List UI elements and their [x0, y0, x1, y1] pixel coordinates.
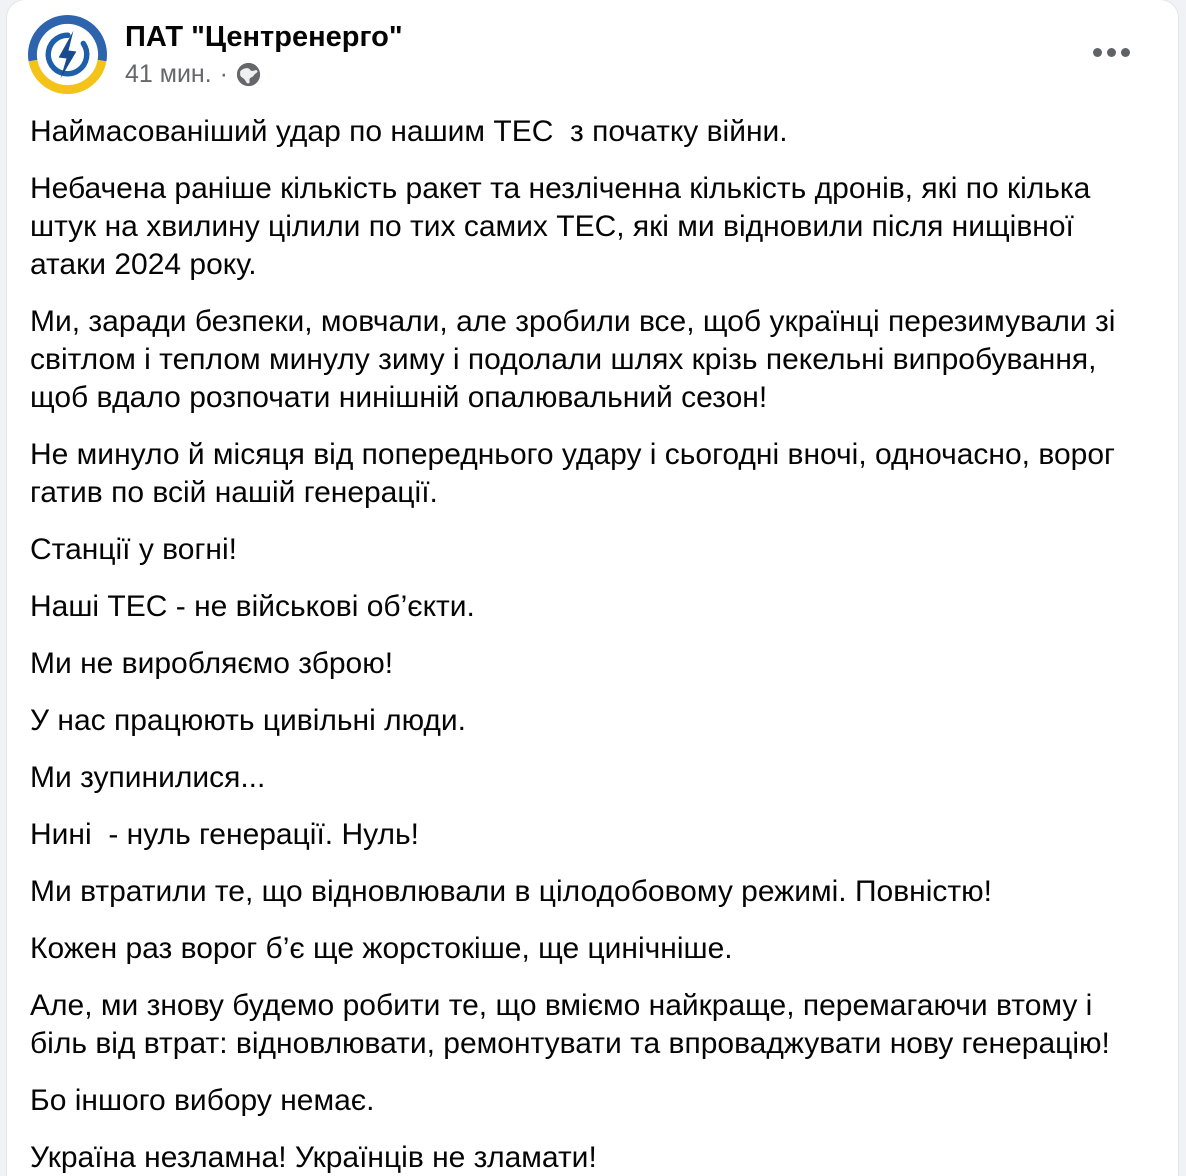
globe-icon: [236, 62, 261, 87]
post-paragraph: Ми втратили те, що відновлювали в цілодобовому режимі. Повністю!: [30, 875, 992, 908]
post-paragraph: Але, ми знову будемо робити те, що вміємо найкраще, перемагаючи втому і біль від втрат: відновлювати, ремонтувати та впроваджувати нову генерацію!: [30, 989, 1110, 1060]
post-paragraph: Кожен раз ворог б’є ще жорстокіше, ще цинічніше.: [30, 932, 733, 965]
post-paragraph: Небачена раніше кількість ракет та незліченна кількість дронів, які по кілька штук на хвилину цілили по тих самих ТЕС, які ми відновили після нищівної атаки 2024 року.: [30, 172, 1099, 281]
post-paragraph: У нас працюють цивільні люди.: [30, 704, 467, 737]
header-info: [125, 15, 403, 89]
post-paragraph: Станції у вогні!: [30, 533, 237, 566]
post-card: [7, 0, 1178, 1176]
post-paragraph: Ми, заради безпеки, мовчали, але зробили все, щоб українці перезимували зі світлом і теплом минулу зиму і подолали шлях крізь пекельні випробування, щоб вдало розпочати нинішній опалювальний сезон!: [30, 305, 1124, 414]
post-header: [7, 0, 1178, 94]
post-text: [7, 94, 1178, 1176]
page-avatar[interactable]: [28, 15, 107, 94]
post-paragraph: Ми зупинилися...: [30, 761, 266, 794]
ellipsis-menu-icon: [1093, 48, 1130, 57]
post-options-button[interactable]: [1087, 42, 1136, 63]
post-paragraph: Наймасованіший удар по нашим ТЕС з початку війни.: [30, 115, 788, 148]
post-paragraph: Україна незламна! Українців не зламати!: [30, 1141, 597, 1174]
post-paragraph: Не минуло й місяця від попереднього удару і сьогодні вночі, одночасно, ворог гатив по всій нашій генерації.: [30, 438, 1124, 509]
post-paragraph: Наші ТЕС - не військові об’єкти.: [30, 590, 475, 623]
page-name-link[interactable]: ПАТ "Центренерго": [125, 21, 403, 53]
timestamp-link[interactable]: 41 мин.: [125, 60, 212, 88]
post-meta: [125, 59, 403, 89]
post-paragraph: Нині - нуль генерації. Нуль!: [30, 818, 419, 851]
post-paragraph: Бо іншого вибору немає.: [30, 1084, 375, 1117]
meta-separator: ·: [219, 60, 228, 88]
centrenergo-lightning-logo: [28, 15, 107, 94]
post-paragraph: Ми не виробляємо зброю!: [30, 647, 394, 680]
